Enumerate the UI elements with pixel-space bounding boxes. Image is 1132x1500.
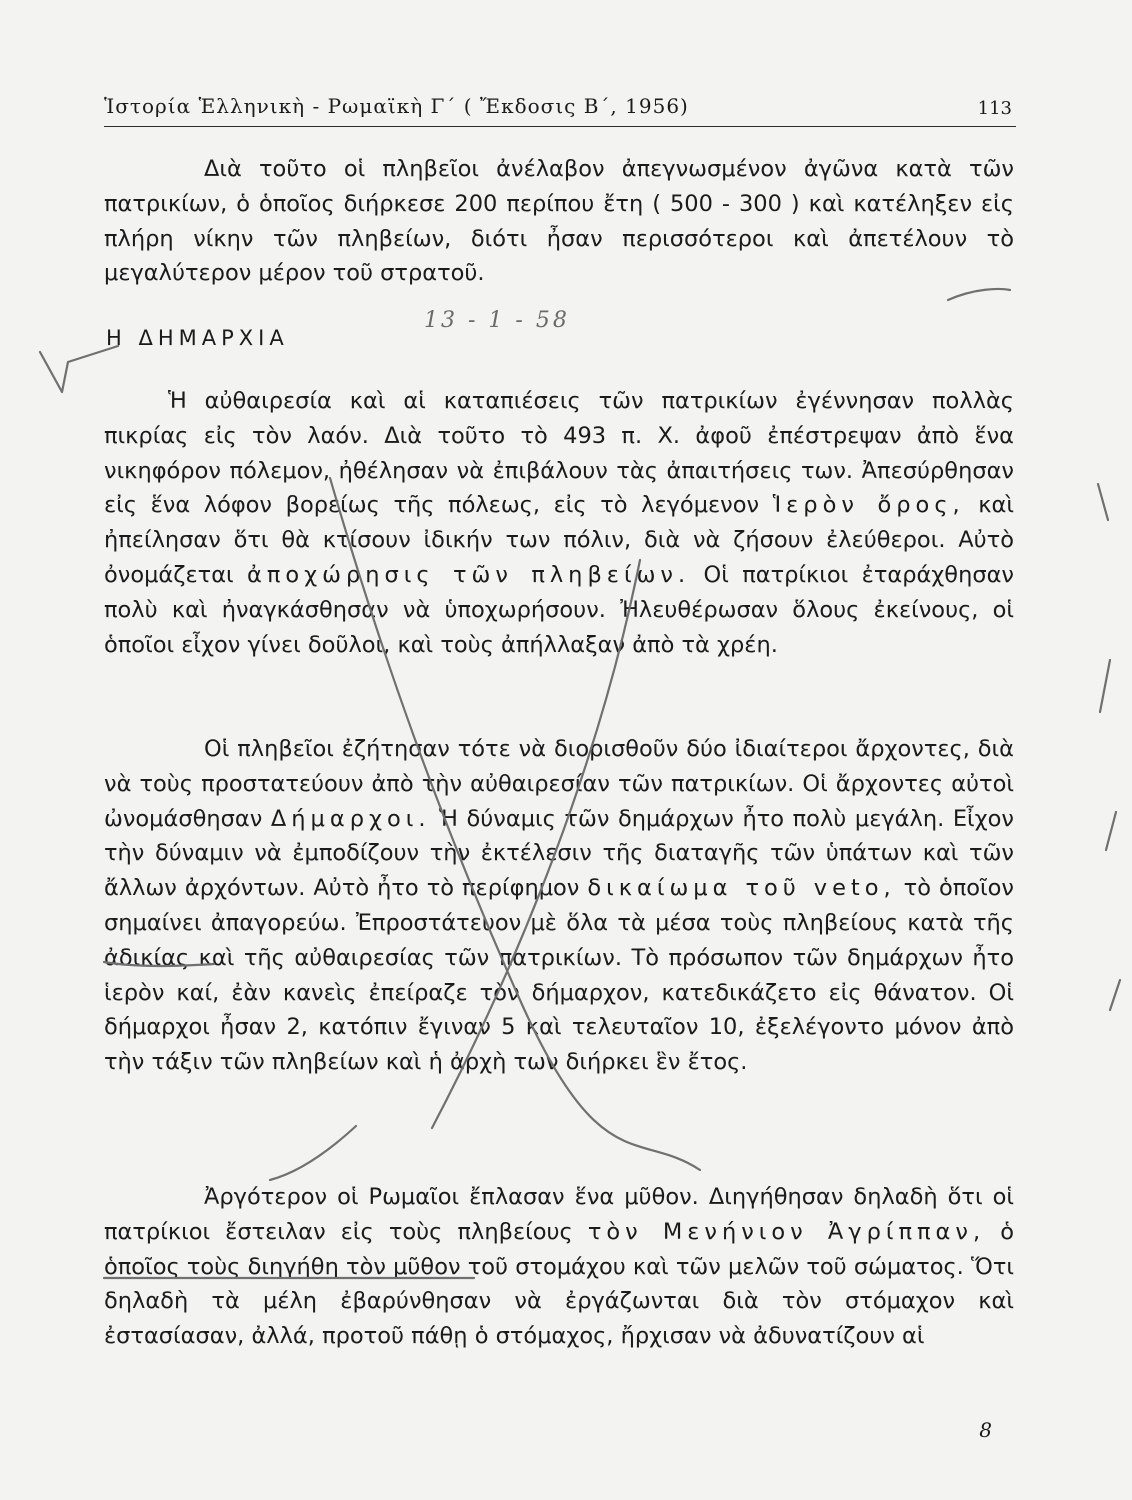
running-header	[104, 86, 1016, 127]
signature-mark: 8	[979, 1418, 992, 1442]
text-run: Οἱ πατρίκιοι ἐταράχθησαν πολὺ καὶ ἠναγκάσθησαν νὰ ὑποχωρήσουν. Ἠλευθέρωσαν ὅλους ἐκείνους, οἱ ὁποῖοι εἶχον γίνει δοῦλοι, καὶ τοὺς ἀπήλλαξαν ἀπὸ τὰ χρέη.	[104, 561, 1014, 658]
emphasis-secession: ἀποχώρησις τῶν πληβείων.	[247, 561, 691, 588]
section-heading: Η ΔΗΜΑΡΧΙΑ	[106, 326, 289, 350]
paragraph-menenius	[104, 1180, 1014, 1354]
text-run: Ἡ αὐθαιρεσία καὶ αἱ καταπιέσεις τῶν πατρικίων ἐγέννησαν πολλὰς πικρίας εἰς τὸν λαόν. Διὰ τοῦτο τὸ 493 π. Χ. ἀφοῦ ἐπέστρεψαν ἀπὸ ἕνα νικηφόρον πόλεμον, ἠθέλησαν νὰ ἐπιβάλουν τὰς ἀπαιτήσεις των. Ἀπεσύρθησαν εἰς ἕνα λόφον βορείως τῆς πόλεως, εἰς τὸ λεγόμενον	[104, 388, 1014, 519]
text-run: καὶ ἠπείλησαν ὅτι θὰ κτίσουν ἰδικήν των πόλιν, διὰ νὰ ζήσουν ἐλεύθεροι. Αὐτὸ ὀνομάζεται	[104, 492, 1014, 588]
text-run: Ἡ δύναμις τῶν δημάρχων ἦτο πολὺ μεγάλη. Εἶχον τὴν δύναμιν νὰ ἐμποδίζουν τὴν ἐκτέλεσιν τῆς διαταγῆς τῶν ὑπάτων καὶ τῶν ἄλλων ἀρχόντων. Αὐτὸ ἦτο τὸ περίφημον	[104, 805, 1014, 902]
margin-stroke	[1106, 812, 1116, 850]
emphasis-menenius: τὸν Μενήνιον Ἀγρίππαν,	[587, 1218, 986, 1245]
text-run: ὁ ὁποῖος τοὺς διηγήθη τὸν μῦθον τοῦ στομάχου καὶ τῶν μελῶν τοῦ σώματος. Ὅτι δηλαδὴ τὰ μέλη ἐβαρύνθησαν νὰ ἐργάζωνται διὰ τὸν στόμαχον καὶ ἐστασίασαν, ἀλλά, προτοῦ πάθῃ ὁ στόμαχος, ἤρχισαν νὰ ἀδυνατίζουν αἱ	[104, 1218, 1014, 1350]
lower-strike-line	[270, 1126, 356, 1180]
paragraph-tribunes	[104, 732, 1014, 1080]
margin-stroke	[1110, 980, 1120, 1010]
page-number: 113	[977, 98, 1012, 119]
text-run: τὸ ὁποῖον σημαίνει ἀπαγορεύω. Ἐπροστάτευον μὲ ὅλα τὰ μέσα τοὺς πληβείους κατὰ τῆς ἀδικίας καὶ τῆς αὐθαιρεσίας τῶν πατρικίων. Τὸ πρόσωπον τῶν δημάρχων ἦτο ἱερὸν καί, ἐὰν κανεὶς ἐπείραζε τὸν δήμαρχον, κατεδικάζετο εἰς θάνατον. Οἱ δήμαρχοι ἦσαν 2, κατόπιν ἔγιναν 5 καὶ τελευταῖον 10, ἐξελέγοντο μόνον ἀπὸ τὴν τάξιν τῶν πληβείων καὶ ἡ ἀρχὴ των διήρκει ἓν ἔτος.	[104, 875, 1015, 1076]
text-run: Οἱ πληβεῖοι ἐζήτησαν τότε νὰ διορισθοῦν δύο ἰδιαίτεροι ἄρχοντες, διὰ νὰ τοὺς προστατεύουν ἀπὸ τὴν αὐθαιρεσίαν τῶν πατρικίων. Οἱ ἄρχοντες αὐτοὶ ὠνομάσθησαν	[104, 736, 1014, 832]
running-title: Ἱστορία Ἑλληνικὴ - Ρωμαϊκὴ Γ΄ ( Ἔκδοσις Β΄, 1956)	[104, 94, 689, 118]
emphasis-tribunes: Δήμαρχοι.	[270, 805, 431, 832]
emphasis-sacred-mount: Ἱερὸν ὄρος,	[772, 492, 965, 519]
paragraph-struggle: Διὰ τοῦτο οἱ πληβεῖοι ἀνέλαβον ἀπεγνωσμένον ἀγῶνα κατὰ τῶν πατρικίων, ὁ ὁποῖος διήρκεσε 200 περίπου ἔτη ( 500 - 300 ) καὶ κατέληξεν εἰς πλήρη νίκην τῶν πληβείων, διότι ἦσαν περισσότεροι καὶ ἀπετέλουν τὸ μεγαλύτερον μέρον τοῦ στρατοῦ.	[104, 156, 1014, 287]
paragraph-secession	[104, 384, 1014, 662]
text-run: Ἀργότερον οἱ Ρωμαῖοι ἔπλασαν ἕνα μῦθον. Διηγήθησαν δηλαδὴ ὅτι οἱ πατρίκιοι ἔστειλαν εἰς τοὺς πληβείους	[104, 1184, 1014, 1245]
margin-stroke	[1100, 660, 1110, 712]
handwritten-date-note: 13 - 1 - 58	[424, 308, 570, 333]
emphasis-veto: δικαίωμα τοῦ veto,	[587, 875, 896, 902]
margin-stroke	[1098, 484, 1108, 520]
